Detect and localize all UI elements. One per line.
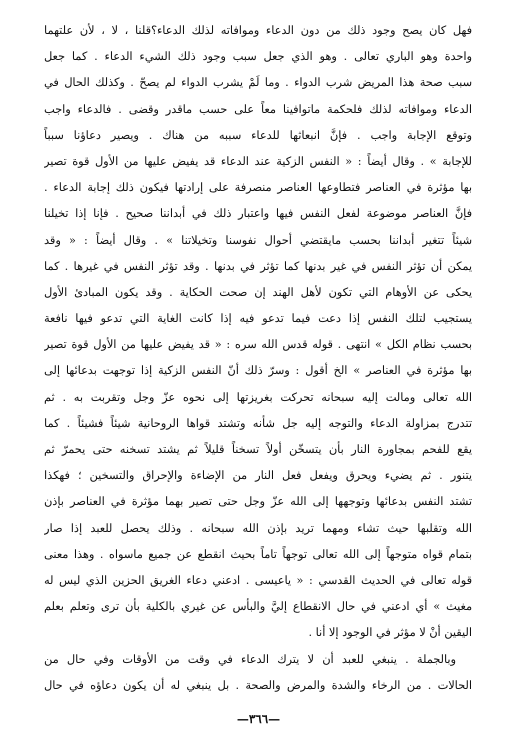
paragraph-start-line: وبالجملة . ينبغي للعبد أن لا يترك الدعاء في وقت من الأوقات وفي حال من xyxy=(44,652,456,666)
page-number: —٣٦٦— xyxy=(236,712,281,726)
text-line: واحدة وهو الباري تعالى . وهو الذي جعل سبب وجود ذلك الشيء الدعاء . كما جعل xyxy=(44,50,472,64)
text-line: يتنور . ثم يضيء ويحرق ويفعل فعل النار من الإضاءة والإحراق والتسخين ؛ فهكذا xyxy=(44,469,472,483)
text-line: بها مؤثرة في العناصر فتطاوعها العناصر منصرفة على إرادتها فيكون ذلك إجابة الدعاء . xyxy=(44,181,472,195)
text-line: بحسب نظام الكل » انتهى . قوله قدس الله سره : « قد يفيض عليها من الأول قوة تصير xyxy=(44,338,472,352)
text-line: للإجابة » . وقال أيضاً : « النفس الزكية عند الدعاء قد يفيض عليها من الأول قوة تصير xyxy=(44,154,472,168)
text-line: سبب صحة هذا المريض شرب الدواء . وما لَمْ يشرب الدواء لم يصحّ . وكذلك الحال في xyxy=(44,76,472,90)
text-line: الله تعالى ومالت إليه سبحانه تحركت بغريزتها إلى نحوه عزّ وجل وتقربت به . ثم xyxy=(44,390,472,404)
paragraph-end-line: اليقين أنْ لا مؤثر في الوجود إلا أنا . xyxy=(308,626,472,640)
text-line: الحالات . من الرخاء والشدة والمرض والصحة . بل ينبغي له أن يكون دعاؤه في حال xyxy=(44,678,472,692)
text-line: يقع للفحم بمجاورة النار بأن يتسخّن أولاً تسخناً قليلاً ثم يشتد تسخنه حتى يحمرّ ثم xyxy=(44,443,472,456)
text-line: شيئاً تتغير أبداننا بحسب مايقتضي أحوال نفوسنا وتخيلاتنا » . وقال أيضاً : « وقد xyxy=(44,233,472,247)
page-body xyxy=(44,18,472,718)
text-line: فإنَّ العناصر موضوعة لفعل النفس فيها واعتبار ذلك في أبداننا صحيح . فإنا إذا تخيلنا xyxy=(44,207,472,221)
text-line: الله وتقلبها حيث تشاء ومهما تريد بإذن الله سبحانه . وذلك يحصل للعبد إذا صار xyxy=(44,521,472,535)
text-line: بها مؤثرة في العناصر » الخ أقول : وسرّ ذلك أنّ النفس الزكية إذا توجهت بدعائها إلى xyxy=(44,364,472,378)
text-line: تتدرج بمزاولة الدعاء والتوجه إليه جل شأنه وتشتد قواها الروحانية شيئاً فشيئاً . كما xyxy=(44,416,472,430)
text-line: يمكن أن تؤثر النفس في غير بدنها كما تؤثر في بدنها . وقد تؤثر النفس في غيرها . كما xyxy=(44,259,472,273)
text-line: تشتد النفس بدعائها وتوجهها إلى الله عزّ وجل حتى تصير بهما مؤثرة في العناصر بإذن xyxy=(44,495,472,509)
text-line: وتوقع الإجابة واجب . فإنَّ انبعاثها للدعاء سببه من هناك . ويصير دعاؤنا سبباً xyxy=(44,128,472,142)
text-line: يحكى عن الأوهام التي تكون لأهل الهند إن صحت الحكاية . وقد يكون المبادئ الأول xyxy=(44,285,472,299)
text-line: مغيث » أي ادعني في حال الانقطاع إليَّ والبأس عن غيري بالكلية بأن ترى وتعلم بعلم xyxy=(44,600,472,614)
text-line: يستجيب لتلك النفس إذا دعت فيما تدعو فيه إذا كانت الغاية التي تدعو فيها نافعة xyxy=(44,312,472,326)
text-line: قوله تعالى في الحديث القدسي : « ياعيسى . ادعني دعاء الغريق الحزين الذي ليس له xyxy=(44,573,472,587)
text-line: بتمام قواه متوجهاً إلى الله تعالى توجهاً تاماً بحيث انقطع عن جميع ماسواه . وهذا معنى xyxy=(44,547,472,561)
text-line: فهل كان يصح وجود ذلك من دون الدعاء وموافاته لذلك الدعاء؟قلنا ، لا ، لأن علتهما xyxy=(44,24,472,37)
text-line: الدعاء وموافاته لذلك فلحكمة ماتوافينا معاً على حسب ماقدر وقضى . فالدعاء واجب xyxy=(44,102,472,116)
